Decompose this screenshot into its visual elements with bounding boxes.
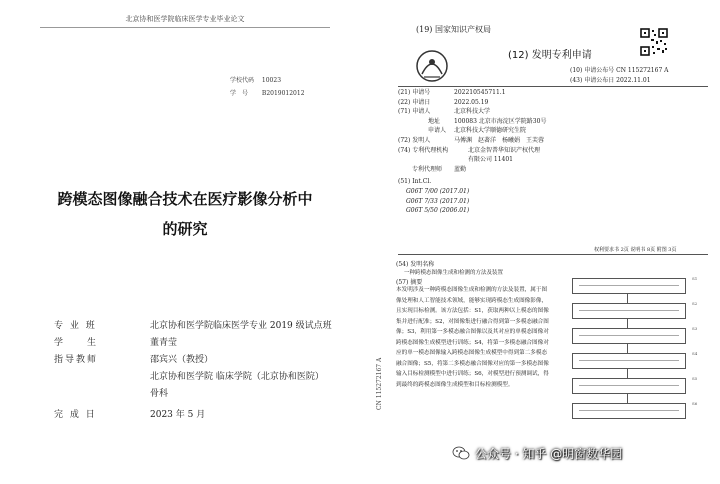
divider [398, 86, 708, 87]
flow-tag: S1 [692, 276, 698, 281]
flow-arrow [627, 393, 628, 403]
thesis-meta [230, 74, 305, 100]
qr-code-icon [640, 28, 668, 56]
school-code: 10023 [261, 77, 282, 84]
biblio-value: 北京金智普华知识产权代理 [468, 146, 541, 154]
info-value: 董青莹 [150, 338, 178, 348]
info-label: 完 成 日 [54, 410, 97, 420]
biblio-label: 申请人 [428, 127, 447, 135]
flow-step [572, 403, 686, 419]
biblio-label: (51) Int.Cl. [398, 178, 432, 186]
info-value: 骨科 [150, 389, 169, 399]
school-code-label: 学校代码 [230, 77, 255, 84]
flow-tag: S3 [692, 326, 698, 331]
student-id-label: 学 号 [230, 90, 249, 97]
ipc-value: G06T 7/00 (2017.01) [406, 187, 470, 195]
title-code: (54) 发明名称 [396, 261, 435, 268]
flowchart-figure [560, 270, 710, 430]
info-label: 学 生 [54, 338, 99, 348]
biblio-value: 马傅渊 赵著洋 杨曦娟 王芙蓉 [454, 136, 545, 144]
divider [398, 254, 708, 255]
thesis-title-line-2: 的研究 [162, 220, 208, 238]
ipc-value: G06T 7/33 (2017.01) [406, 197, 470, 205]
patent-title: 一种跨模态图像生成和检测的方法及装置 [404, 270, 504, 276]
biblio-value: 有限公司 11401 [468, 156, 513, 164]
flow-arrow [627, 343, 628, 353]
biblio-row [398, 165, 698, 175]
pub-number-label: (10) 申请公布号 [570, 67, 615, 74]
biblio-row [398, 177, 698, 187]
watermark-text: 公众号 · 知乎 @明窗数华园 [475, 446, 623, 461]
biblio-row [398, 117, 698, 127]
ipc-row [398, 187, 698, 197]
flow-step [572, 278, 686, 294]
thesis-title-line-1: 跨模态图像融合技术在医疗影像分析中 [57, 190, 313, 208]
flow-arrow [627, 293, 628, 303]
biblio-label: 专利代理师 [412, 165, 443, 173]
patent-front-page [372, 0, 720, 484]
biblio-label: (22) 申请日 [398, 98, 431, 106]
biblio-label: (72) 发明人 [398, 136, 431, 144]
vertical-pub-number: CN 115272167 A [376, 357, 383, 410]
bibliographic-data [398, 88, 698, 216]
pub-date-value: 2022.11.01 [616, 77, 651, 84]
biblio-value: 2022.05.19 [454, 98, 489, 106]
flow-tag: S5 [692, 376, 698, 381]
biblio-label: (71) 申请人 [398, 108, 431, 116]
biblio-row [398, 88, 698, 98]
ipc-row [398, 206, 698, 216]
biblio-value: 202210545711.1 [454, 89, 506, 96]
abstract-text: 本发明涉及一种跨模态图像生成和检测的方法及装置，属于图像处理和人工智能技术领域，能够实现跨模态生成图像影像，且实现目标检测。该方法包括：S1，获取两种以上模态的图像集并进行配准；S2，对图像集进行融合得到第一多模态融合图像；S3，利用第一多模态融合图像以及其对应的单模态图像对跨模态图像生成模型进行训练；S4，将第一多模态融合图像对应的单一模态图像输入跨模态图像生成模型中得到第二多模态融合图像；S5，将第二多模态融合图像对应的第一多模态图像输入目标检测模型中进行训练；S6，对模型进行预测调试，得到最终的跨模态图像生成模型和目标检测模型。 [396, 287, 549, 388]
pub-date-label: (43) 申请公布日 [570, 77, 615, 84]
info-value: 北京协和医学院 临床学院（北京协和医院） [150, 372, 324, 382]
flow-tag: S2 [692, 301, 698, 306]
flow-arrow [627, 368, 628, 378]
flow-arrow [627, 318, 628, 328]
pub-number-value: CN 115272167 A [616, 67, 669, 74]
biblio-row [398, 136, 698, 146]
emblem-icon [414, 48, 450, 84]
patent-doc-type: (12) 发明专利申请 [508, 50, 592, 61]
flow-tag: S6 [692, 401, 698, 406]
ipc-value: G06T 5/50 (2006.01) [406, 207, 470, 215]
biblio-value: 北京科技大学顺德研究生院 [454, 127, 527, 135]
ipc-row [398, 197, 698, 207]
thesis-title [10, 184, 360, 244]
info-value: 2023 年 5 月 [150, 410, 206, 420]
flow-tag: S4 [692, 351, 698, 356]
biblio-row [398, 107, 698, 117]
biblio-label: (21) 申请号 [398, 89, 431, 96]
info-label: 专 业 班 [54, 321, 97, 331]
abstract-code: (57) 摘要 [396, 279, 423, 286]
biblio-row [398, 98, 698, 108]
flow-step [572, 378, 686, 394]
thesis-header: 北京协和医学院临床医学专业毕业论文 [40, 14, 330, 28]
biblio-row [398, 126, 698, 136]
biblio-value: 北京科技大学 [454, 108, 491, 116]
info-value: 邵宾兴（教授） [150, 355, 214, 365]
pub-number [570, 66, 669, 75]
watermark [452, 440, 622, 466]
info-value: 北京协和医学院临床医学专业 2019 级试点班 [150, 321, 332, 331]
flow-step [572, 303, 686, 319]
student-id: B2019012012 [261, 90, 305, 97]
flow-step [572, 328, 686, 344]
biblio-label: 地址 [428, 117, 441, 125]
patent-office: (19) 国家知识产权局 [416, 25, 491, 34]
wechat-icon [452, 446, 470, 460]
info-label: 指导教师 [54, 355, 99, 365]
biblio-label: (74) 专利代理机构 [398, 146, 449, 154]
biblio-row [398, 155, 698, 165]
pub-date [570, 76, 651, 85]
biblio-value: 100083 北京市海淀区学院路30号 [454, 117, 547, 125]
biblio-value: 蓝勤 [454, 165, 467, 173]
flow-step [572, 353, 686, 369]
biblio-row [398, 146, 698, 156]
page-count-note: 权利要求书 2页 说明书 8页 附图 3页 [594, 247, 677, 253]
